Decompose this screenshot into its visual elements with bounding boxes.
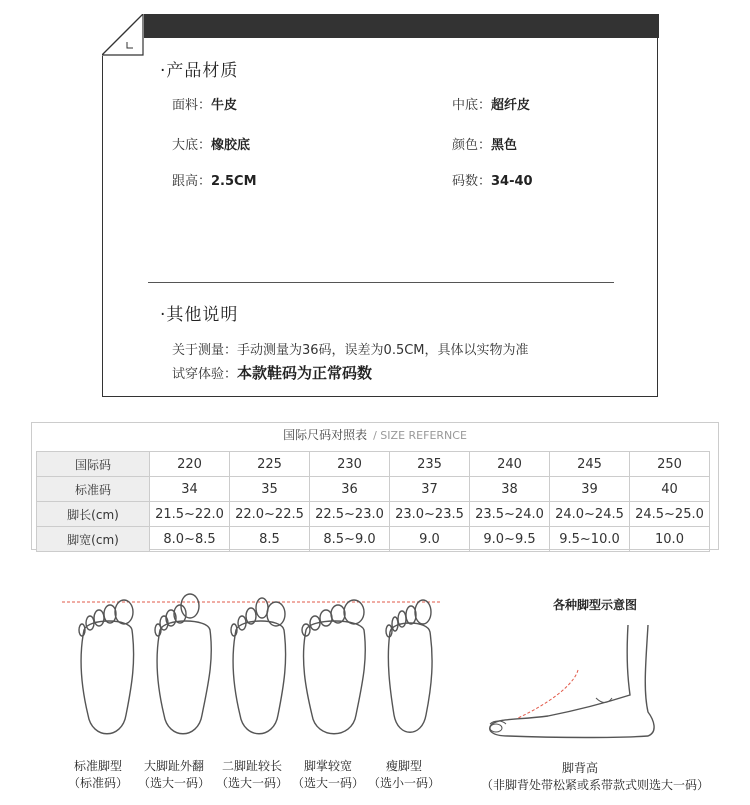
spec-heel-label: 跟高： [172,174,212,189]
foot-slim-icon [386,600,432,732]
foot-standard-icon [79,600,134,734]
spec-midsole [452,94,530,113]
instep-caption: 脚背高 [561,761,598,775]
table-cell: 250 [630,452,710,477]
table-row [37,527,710,552]
foot-type-advice: （选小一码） [367,776,440,790]
spec-upper [172,94,237,113]
table-cell: 245 [550,452,630,477]
row-label: 国际码 [37,452,150,477]
spec-color-label: 颜色： [452,138,492,153]
spec-size [452,170,533,189]
table-cell: 9.0 [390,527,470,552]
foot-type-advice: （选大一码） [215,776,288,790]
foot-bunion-icon [155,594,211,734]
spec-outsole-value: 橡胶底 [211,138,251,153]
section-divider [148,282,614,283]
size-table [36,451,710,552]
table-cell: 22.0~22.5 [230,502,310,527]
foot-long-second-toe-icon [231,598,286,734]
table-row [37,477,710,502]
instep-diagram-title: 各种脚型示意图 [552,598,637,612]
table-cell: 9.0~9.5 [470,527,550,552]
table-cell: 37 [390,477,470,502]
size-chart-title-cn: 国际尺码对照表 [283,428,368,442]
material-title: ·产品材质 [160,61,239,81]
row-label: 脚长(cm) [37,502,150,527]
folded-corner-icon [102,14,144,56]
table-cell: 24.5~25.0 [630,502,710,527]
table-cell: 39 [550,477,630,502]
table-cell: 24.0~24.5 [550,502,630,527]
table-cell: 8.5 [230,527,310,552]
spec-size-label: 码数： [452,174,492,189]
foot-type-name: 瘦脚型 [385,759,422,773]
foot-type-name: 脚掌较宽 [303,759,352,773]
table-cell: 22.5~23.0 [310,502,390,527]
spec-outsole-label: 大底： [172,138,212,153]
table-cell: 34 [150,477,230,502]
spec-upper-label: 面料： [172,98,212,113]
table-cell: 8.5~9.0 [310,527,390,552]
notes-title: ·其他说明 [160,305,239,325]
instep-side-view-icon [478,620,718,750]
spec-size-value: 34-40 [491,174,533,189]
table-cell: 23.0~23.5 [390,502,470,527]
table-cell: 38 [470,477,550,502]
table-cell: 10.0 [630,527,710,552]
table-cell: 230 [310,452,390,477]
table-cell: 225 [230,452,310,477]
measure-note [172,339,529,358]
table-cell: 9.5~10.0 [550,527,630,552]
table-cell: 220 [150,452,230,477]
spec-outsole [172,134,250,153]
foot-type-advice: （选大一码） [137,776,210,790]
foot-type-name: 大脚趾外翻 [143,759,204,773]
spec-heel [172,170,257,189]
instep-advice: （非脚背处带松紧或系带款式则选大一码） [480,778,709,792]
foot-wide-icon [302,600,365,734]
table-cell: 35 [230,477,310,502]
table-row [37,452,710,477]
foot-type-name: 标准脚型 [73,759,122,773]
card-header-bar [143,14,659,38]
spec-midsole-label: 中底： [452,98,492,113]
row-label: 脚宽(cm) [37,527,150,552]
size-chart-title-en: / SIZE REFERNCE [373,429,467,442]
size-chart-title [31,426,719,448]
row-label: 标准码 [37,477,150,502]
table-cell: 21.5~22.0 [150,502,230,527]
spec-heel-value: 2.5CM [211,174,257,189]
foot-types-illustration [56,590,446,750]
table-cell: 235 [390,452,470,477]
table-cell: 40 [630,477,710,502]
spec-color-value: 黑色 [491,138,518,153]
fit-label: 试穿体验： [172,367,238,382]
measure-text: 手动测量为36码，误差为0.5CM，具体以实物为准 [237,343,529,358]
fit-text: 本款鞋码为正常码数 [237,364,373,382]
table-cell: 240 [470,452,550,477]
table-row [37,502,710,527]
spec-upper-value: 牛皮 [211,98,238,113]
measure-label: 关于测量： [172,343,238,358]
spec-midsole-value: 超纤皮 [491,98,531,113]
foot-type-advice: （标准码） [67,776,128,790]
fit-note [172,362,372,383]
table-cell: 8.0~8.5 [150,527,230,552]
table-cell: 36 [310,477,390,502]
foot-type-name: 二脚趾较长 [221,759,282,773]
spec-color [452,134,517,153]
table-cell: 23.5~24.0 [470,502,550,527]
foot-type-advice: （选大一码） [291,776,364,790]
